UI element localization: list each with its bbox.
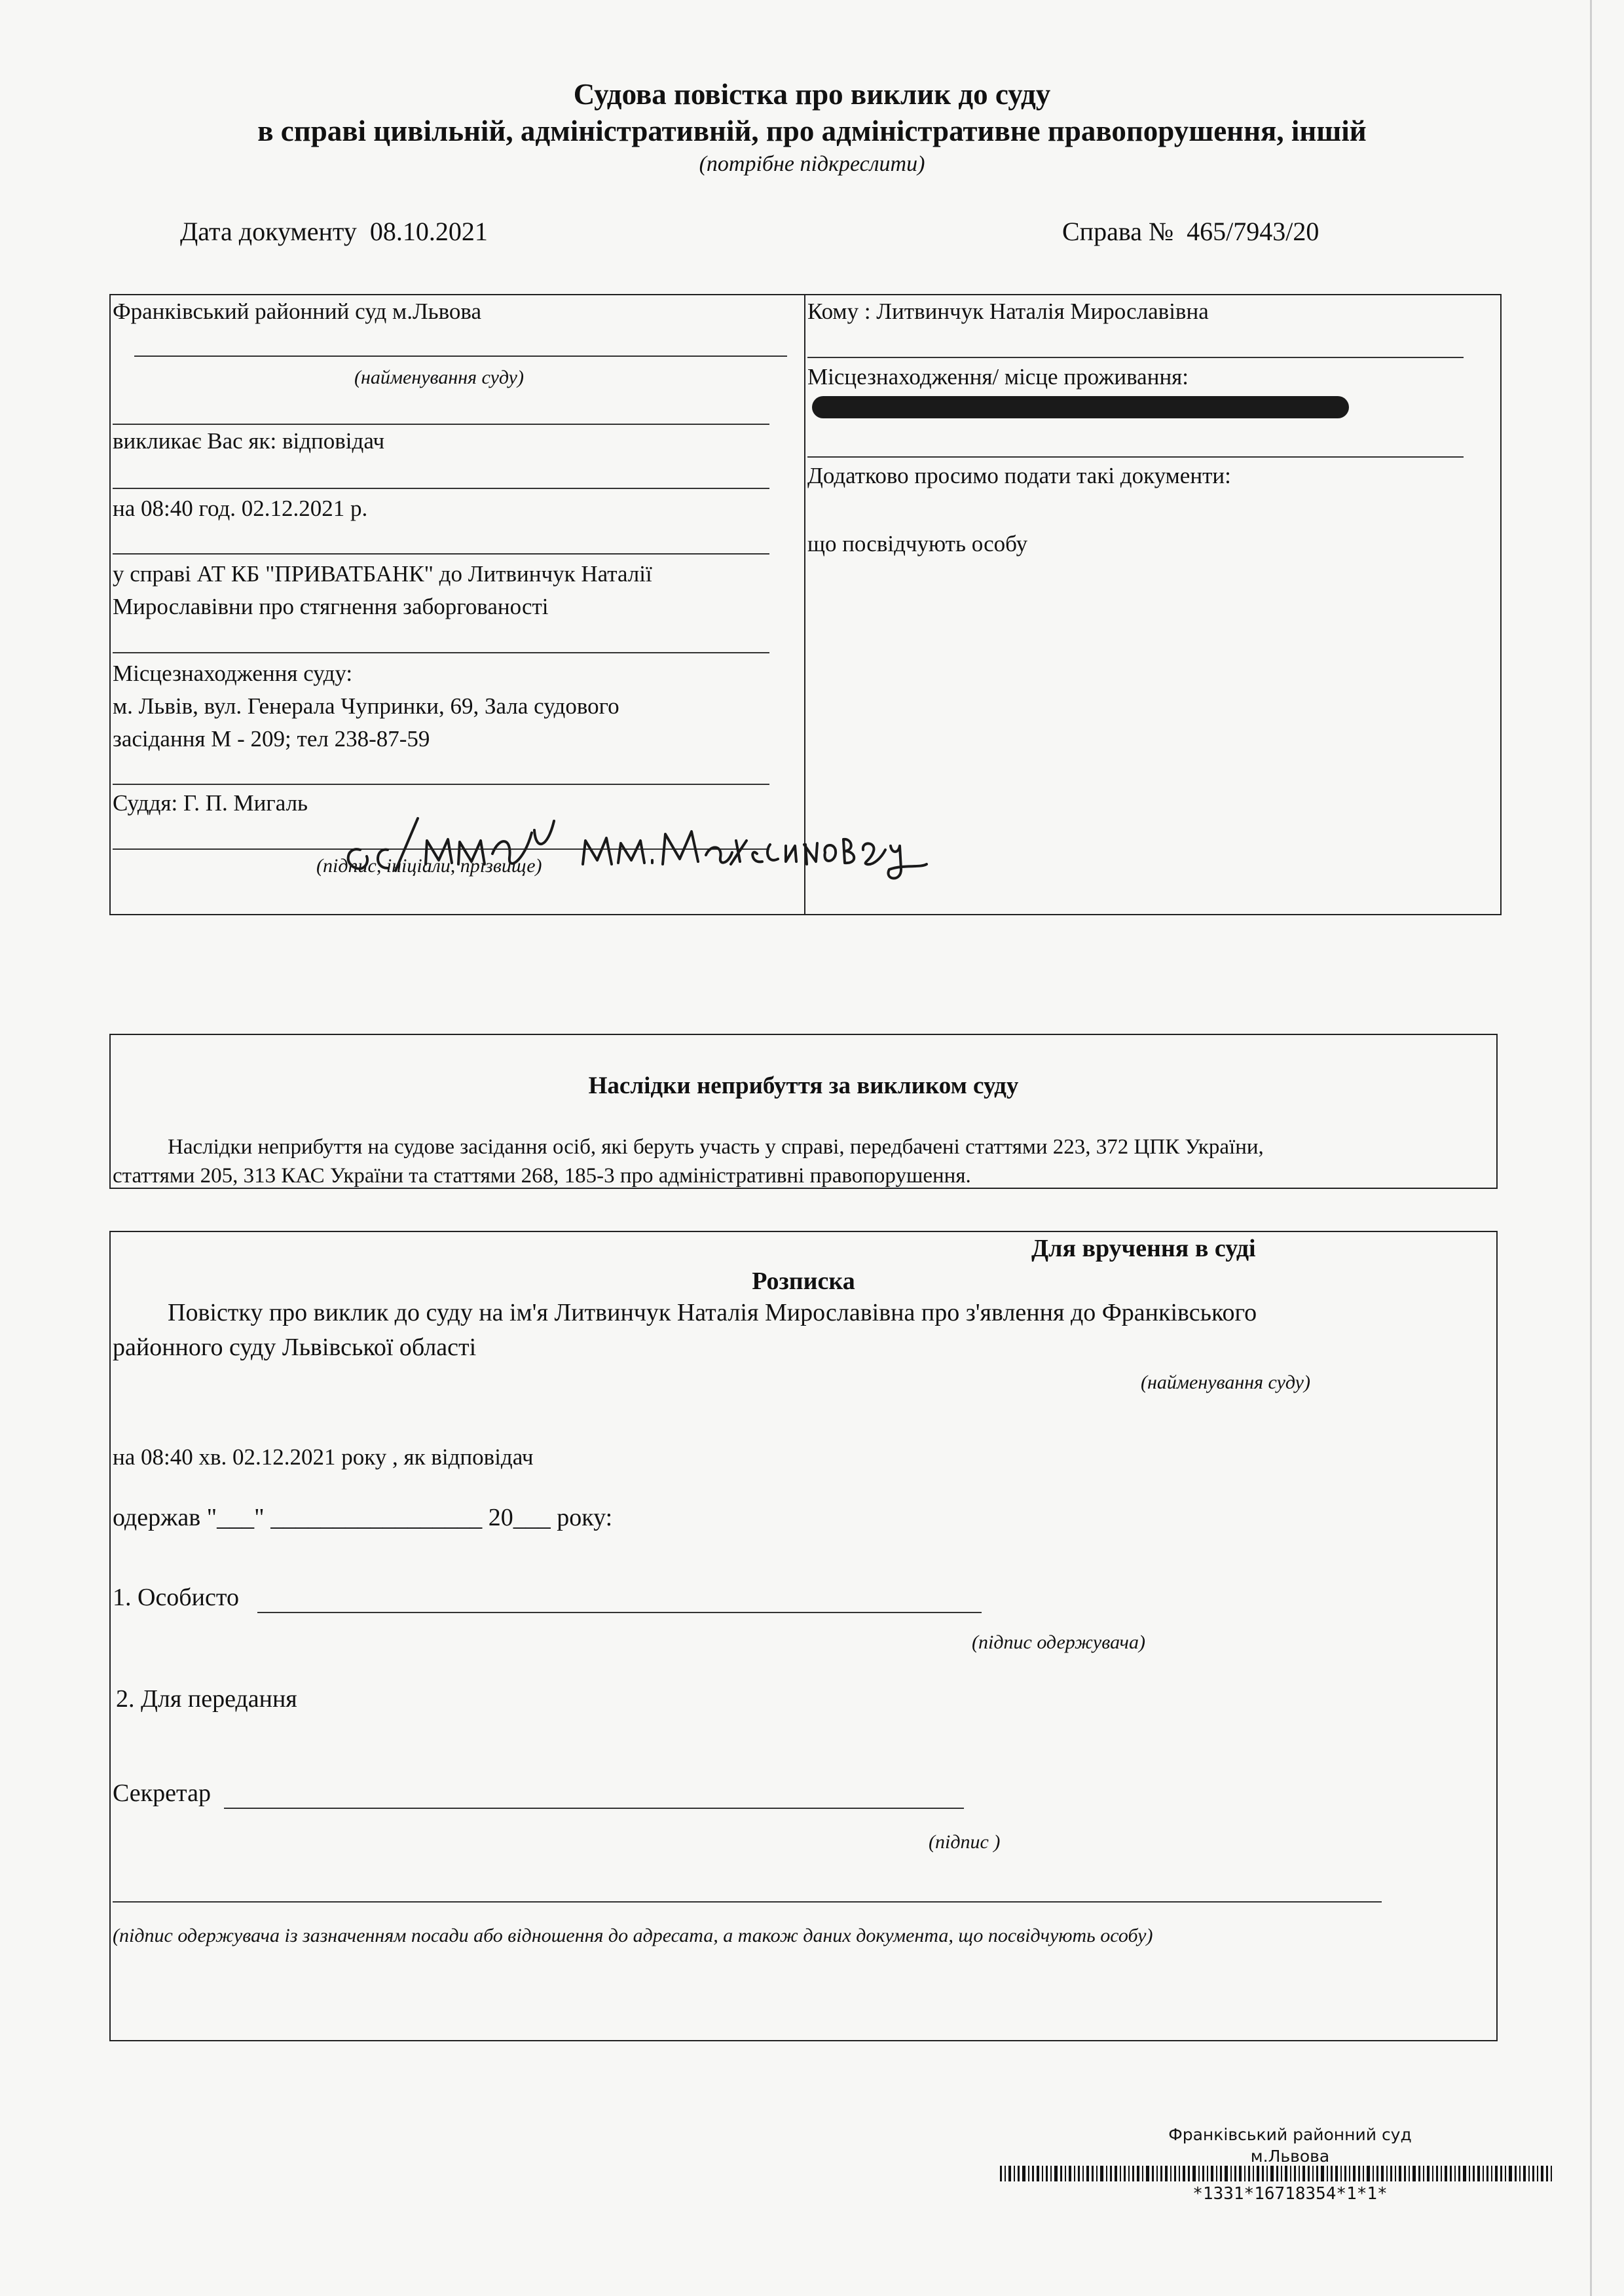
residence-label: Місцезнаходження/ місце проживання:: [807, 364, 1189, 390]
footer-caption: (підпис одержувача із зазначенням посади або відношення до адресата, а також даних документа, що посвідчують особу): [113, 1925, 1153, 1946]
judge-name: Суддя: Г. П. Мигаль: [113, 790, 308, 816]
receipt-hearing-time: на 08:40 хв. 02.12.2021 року , як відповідач: [113, 1444, 534, 1470]
separator: [113, 424, 769, 425]
scan-edge: [1590, 0, 1592, 2296]
judge-signature: [327, 773, 930, 903]
stamp-court-name: Франківський районний суд: [1168, 2125, 1412, 2144]
date-value: 08.10.2021: [369, 217, 488, 246]
date-label: Дата документу: [180, 217, 357, 246]
summons-role: викликає Вас як: відповідач: [113, 428, 385, 454]
secretary-label: Секретар: [113, 1779, 211, 1807]
court-location-line1: м. Львів, вул. Генерала Чупринки, 69, Зала судового: [113, 693, 619, 719]
consequences-text-line1: Наслідки неприбуття на судове засідання осіб, які беруть участь у справі, передбачені статтями 223, 372 ЦПК України,: [168, 1135, 1264, 1159]
receipt-text-line1: Повістку про виклик до суду на ім'я Литвинчук Наталія Мирославівна про з'явлення до Франківського: [168, 1299, 1257, 1326]
barcode-code: *1331*16718354*1*1*: [1192, 2184, 1388, 2204]
for-court-label: Для вручення в суді: [1031, 1235, 1256, 1262]
case-label: Справа №: [1062, 217, 1174, 246]
consequences-text-line2: статтями 205, 313 КАС України та статтями 268, 185-3 про адміністративні правопорушення.: [113, 1164, 971, 1188]
recipient-signature-caption: (підпис одержувача): [972, 1631, 1145, 1653]
residence-line: [807, 456, 1464, 458]
receipt-title: Розписка: [752, 1267, 855, 1295]
documents-label: Додатково просимо подати такі документи:: [807, 463, 1231, 488]
separator: [113, 488, 769, 489]
receipt-text-line2: районного суду Львівської області: [113, 1334, 477, 1361]
separator: [113, 652, 769, 653]
secretary-signature-caption: (підпис ): [929, 1831, 1001, 1853]
signature-caption: (підпис, ініціали, прізвище): [316, 855, 542, 877]
recipient-name: Кому : Литвинчук Наталія Мирославівна: [807, 299, 1209, 324]
redaction-bar: [812, 396, 1349, 418]
court-location-label: Місцезнаходження суду:: [113, 661, 353, 686]
documents-value: що посвідчують особу: [807, 531, 1028, 556]
court-location-line2: засідання М - 209; тел 238-87-59: [113, 726, 430, 752]
received-date-field: одержав "___" _________________ 20___ року:: [113, 1504, 613, 1531]
case-description-line1: у справі АТ КБ "ПРИВАТБАНК" до Литвинчук Наталії: [113, 561, 652, 587]
separator: [113, 553, 769, 555]
stamp-court-city: м.Львова: [1250, 2147, 1330, 2166]
case-description-line2: Мирославівни про стягнення заборгованості: [113, 594, 549, 619]
court-name-caption: (найменування суду): [354, 367, 524, 388]
recipient-line: [807, 357, 1464, 358]
personally-label: 1. Особисто: [113, 1584, 239, 1611]
underline-hint: (потрібне підкреслити): [699, 152, 925, 176]
consequences-title: Наслідки неприбуття за викликом суду: [588, 1072, 1019, 1099]
case-number: [1062, 216, 1319, 247]
receipt-court-caption: (найменування суду): [1141, 1372, 1310, 1393]
document-title-line2: в справі цивільній, адміністративній, про адміністративне правопорушення, іншій: [257, 115, 1367, 147]
document-title-line1: Судова повістка про виклик до суду: [573, 78, 1051, 111]
court-name-line: [134, 355, 787, 357]
personally-signature-line: [257, 1612, 982, 1613]
secretary-signature-line: [224, 1808, 964, 1809]
hearing-time: на 08:40 год. 02.12.2021 р.: [113, 496, 368, 521]
case-value: 465/7943/20: [1187, 217, 1320, 246]
barcode: [1000, 2166, 1555, 2181]
court-name: Франківський районний суд м.Львова: [113, 299, 482, 324]
for-transfer-label: 2. Для передання: [116, 1685, 297, 1713]
document-date: [180, 216, 488, 247]
footer-signature-line: [113, 1901, 1382, 1903]
